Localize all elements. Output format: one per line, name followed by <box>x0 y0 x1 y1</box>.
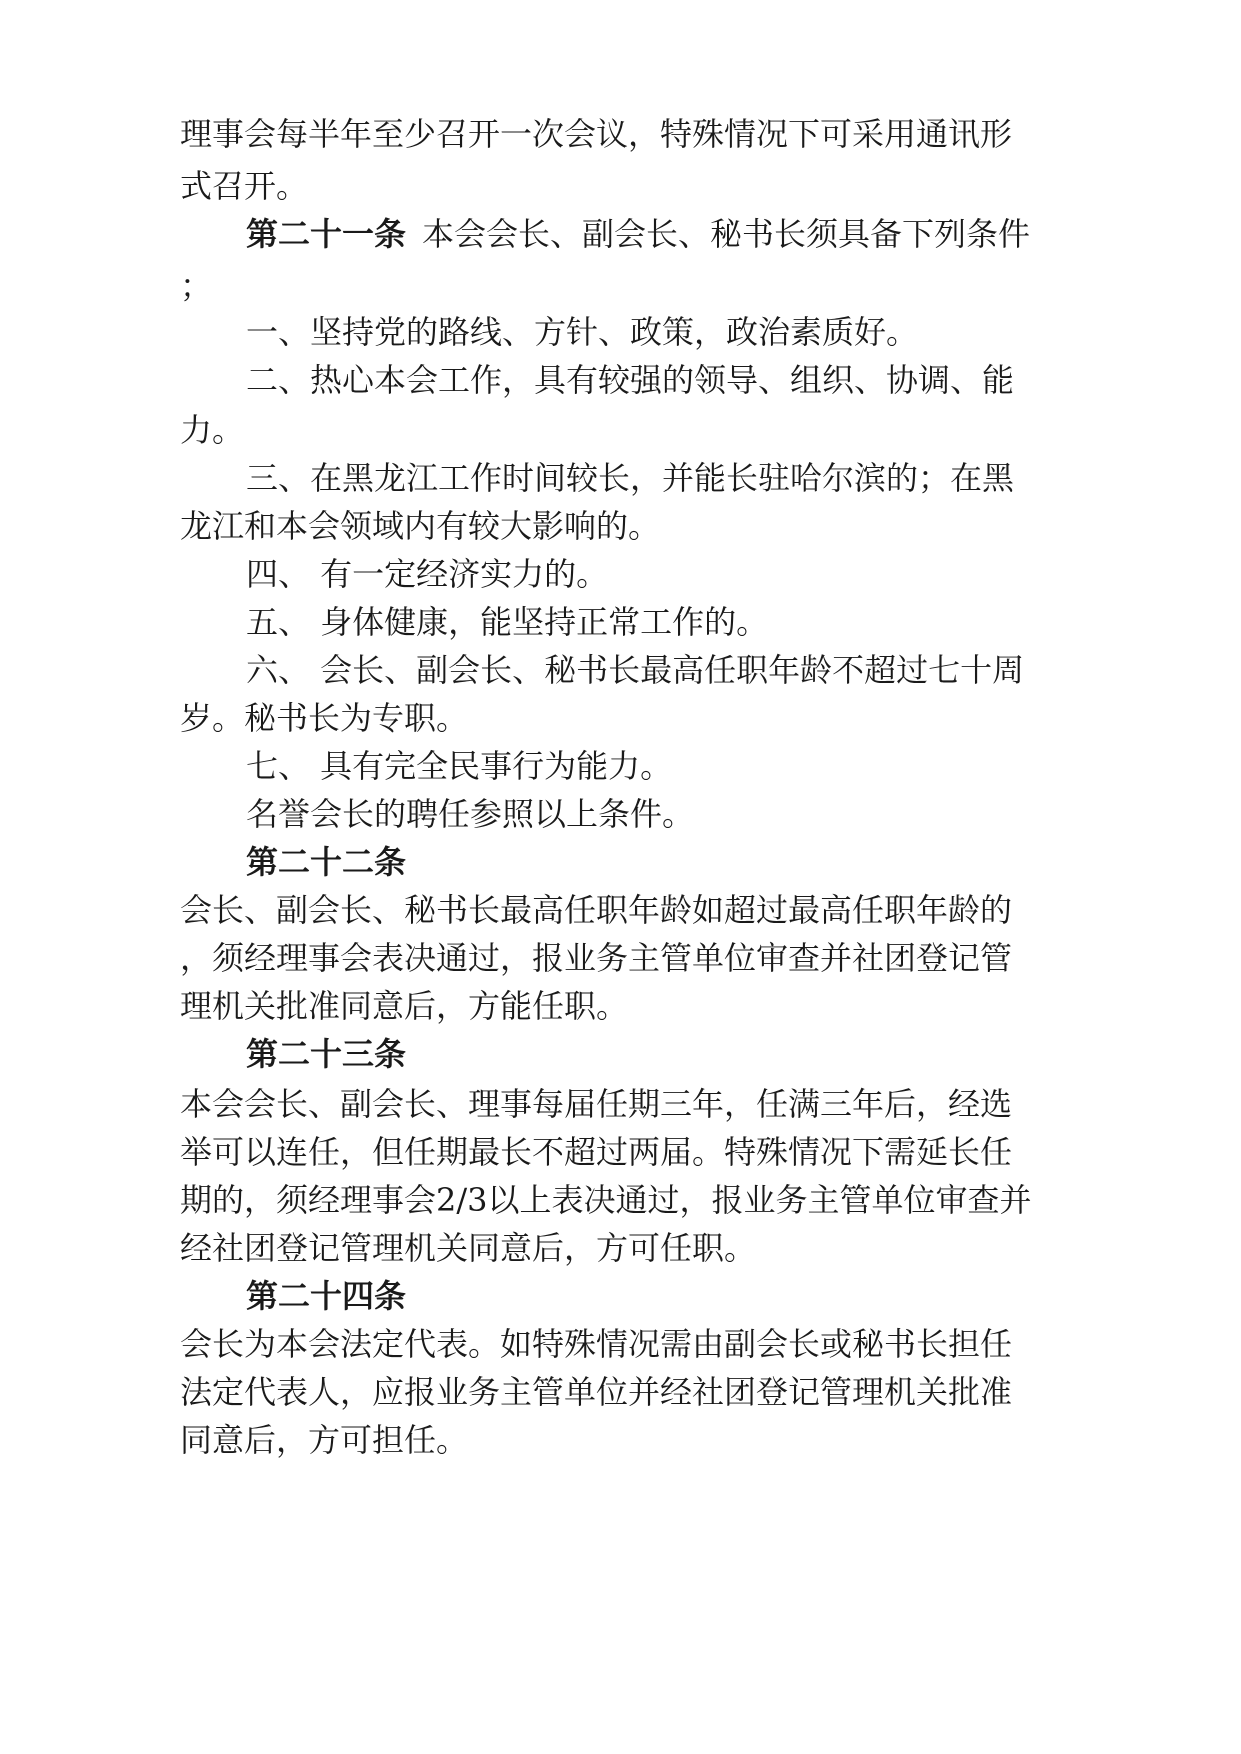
text-line: ； <box>180 267 213 305</box>
text-line: 力。 <box>180 411 245 449</box>
article-21-line <box>246 214 1086 254</box>
text-line: 会长为本会法定代表。如特殊情况需由副会长或秘书长担任 <box>180 1325 1013 1363</box>
text-line: 龙江和本会领域内有较大影响的。 <box>180 507 661 545</box>
article-22-heading: 第二十二条 <box>246 843 407 881</box>
text-line: 理机关批准同意后，方能任职。 <box>180 987 629 1025</box>
text-line: 本会会长、副会长、理事每届任期三年，任满三年后，经选 <box>180 1085 1013 1123</box>
list-item: 四、 有一定经济实力的。 <box>246 555 609 593</box>
text-line: 式召开。 <box>180 167 309 205</box>
article-text: 本会会长、副会长、秘书长须具备下列条件 <box>422 215 1031 253</box>
text-line: 同意后，方可担任。 <box>180 1421 469 1459</box>
article-24-heading: 第二十四条 <box>246 1277 407 1315</box>
text-line: 期的，须经理事会2/3以上表决通过，报业务主管单位审查并 <box>180 1181 1032 1219</box>
list-item: 二、热心本会工作，具有较强的领导、组织、协调、能 <box>246 361 1015 399</box>
list-item: 七、 具有完全民事行为能力。 <box>246 747 673 785</box>
text-line: 岁。秘书长为专职。 <box>180 699 469 737</box>
text-line: 名誉会长的聘任参照以上条件。 <box>246 795 695 833</box>
article-number: 第二十一条 <box>246 215 407 253</box>
text-line: ，须经理事会表决通过，报业务主管单位审查并社团登记管 <box>180 939 1013 977</box>
list-item: 三、在黑龙江工作时间较长，并能长驻哈尔滨的；在黑 <box>246 459 1015 497</box>
list-item: 一、坚持党的路线、方针、政策，政治素质好。 <box>246 313 919 351</box>
list-item: 五、 身体健康，能坚持正常工作的。 <box>246 603 769 641</box>
text-line: 会长、副会长、秘书长最高任职年龄如超过最高任职年龄的 <box>180 891 1013 929</box>
text-line: 经社团登记管理机关同意后，方可任职。 <box>180 1229 757 1267</box>
text-line: 理事会每半年至少召开一次会议，特殊情况下可采用通讯形 <box>180 115 1013 153</box>
text-line: 举可以连任，但任期最长不超过两届。特殊情况下需延长任 <box>180 1133 1013 1171</box>
article-23-heading: 第二十三条 <box>246 1035 407 1073</box>
text-line: 法定代表人，应报业务主管单位并经社团登记管理机关批准 <box>180 1373 1013 1411</box>
list-item: 六、 会长、副会长、秘书长最高任职年龄不超过七十周 <box>246 651 1025 689</box>
